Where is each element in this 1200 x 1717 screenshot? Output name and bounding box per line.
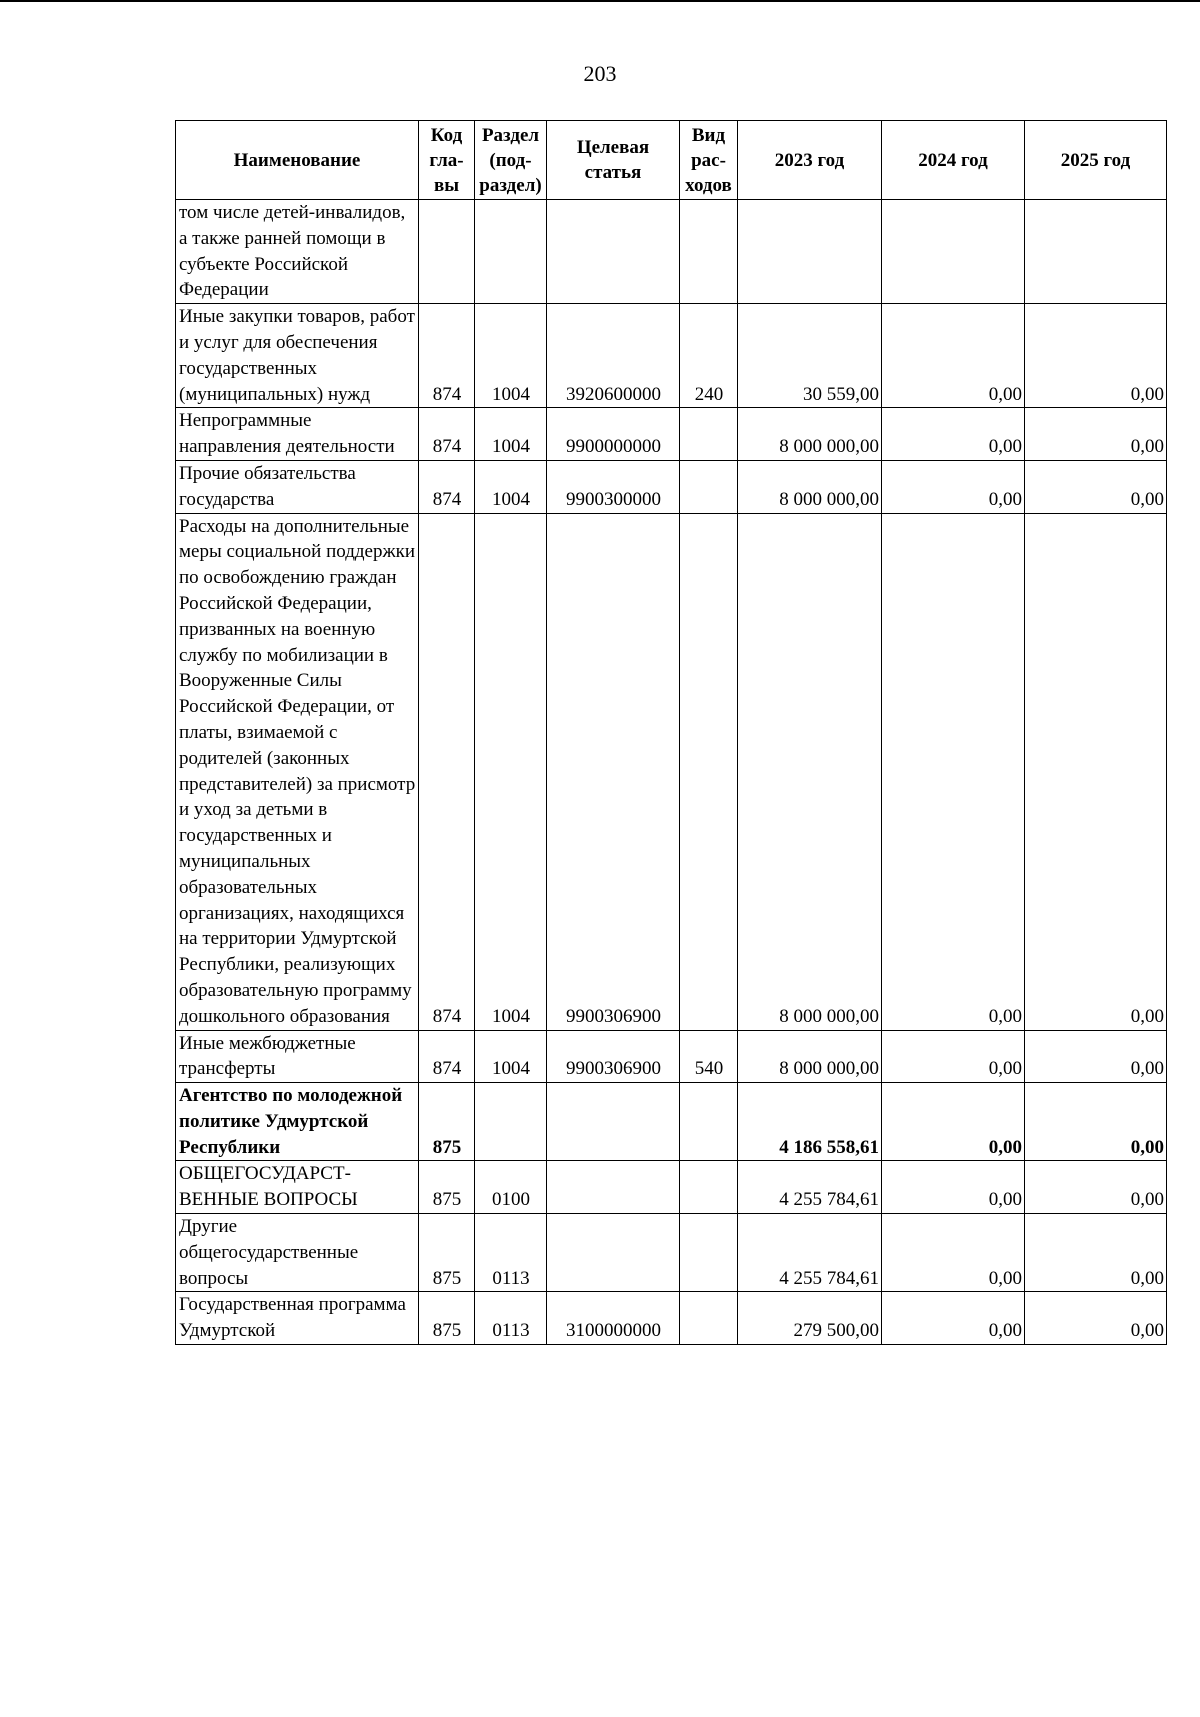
row-chapter: 874: [419, 304, 475, 408]
row-section: 1004: [475, 513, 547, 1030]
row-chapter: 875: [419, 1083, 475, 1161]
row-2023: 4 186 558,61: [738, 1083, 882, 1161]
table-row: [176, 460, 1167, 513]
row-2024: 0,00: [882, 513, 1025, 1030]
column-header-name: Наименование: [176, 121, 419, 200]
table-header-row: [176, 121, 1167, 200]
row-2025: 0,00: [1025, 513, 1167, 1030]
row-chapter: 875: [419, 1214, 475, 1292]
column-header-expense-type: Вид рас-ходов: [680, 121, 738, 200]
row-section: 1004: [475, 1030, 547, 1083]
table-row: [176, 1214, 1167, 1292]
row-expense-type: [680, 460, 738, 513]
row-2025: 0,00: [1025, 304, 1167, 408]
row-2024: 0,00: [882, 304, 1025, 408]
row-chapter: 874: [419, 460, 475, 513]
row-2023: 8 000 000,00: [738, 408, 882, 461]
table-row: [176, 513, 1167, 1030]
row-section: 1004: [475, 304, 547, 408]
row-section: [475, 200, 547, 304]
row-2023: 4 255 784,61: [738, 1214, 882, 1292]
page-number: 203: [583, 61, 617, 86]
row-2025: 0,00: [1025, 460, 1167, 513]
row-2023: 4 255 784,61: [738, 1161, 882, 1214]
row-2023: 8 000 000,00: [738, 1030, 882, 1083]
table-row: [176, 1292, 1167, 1345]
row-target: 9900300000: [547, 460, 680, 513]
table-row: [176, 200, 1167, 304]
column-header-section: Раздел (под-раздел): [475, 121, 547, 200]
row-chapter: 874: [419, 1030, 475, 1083]
row-section: 1004: [475, 460, 547, 513]
row-2025: [1025, 200, 1167, 304]
budget-table: [175, 120, 1167, 1345]
row-section: 1004: [475, 408, 547, 461]
row-section: [475, 1083, 547, 1161]
row-2024: [882, 200, 1025, 304]
row-target: [547, 1161, 680, 1214]
row-expense-type: [680, 1083, 738, 1161]
row-name: Прочие обязательства государства: [176, 460, 419, 513]
row-section: 0113: [475, 1214, 547, 1292]
row-expense-type: [680, 1161, 738, 1214]
row-2024: 0,00: [882, 1030, 1025, 1083]
row-name: Непрограммные направления деятельности: [176, 408, 419, 461]
row-expense-type: [680, 513, 738, 1030]
row-2023: 8 000 000,00: [738, 460, 882, 513]
row-2023: 8 000 000,00: [738, 513, 882, 1030]
table-row: [176, 304, 1167, 408]
row-section: 0100: [475, 1161, 547, 1214]
row-2024: 0,00: [882, 1161, 1025, 1214]
row-target: 9900000000: [547, 408, 680, 461]
table-row: [176, 408, 1167, 461]
column-header-target: Целевая статья: [547, 121, 680, 200]
column-header-2023: 2023 год: [738, 121, 882, 200]
row-target: [547, 1214, 680, 1292]
row-2024: 0,00: [882, 1083, 1025, 1161]
row-expense-type: [680, 1214, 738, 1292]
row-expense-type: [680, 408, 738, 461]
table-row: [176, 1083, 1167, 1161]
table-row: [176, 1030, 1167, 1083]
row-name: Другие общегосударственные вопросы: [176, 1214, 419, 1292]
row-name: Агентство по молодежной политике Удмуртской Республики: [176, 1083, 419, 1161]
row-target: 3920600000: [547, 304, 680, 408]
row-expense-type: [680, 200, 738, 304]
row-2025: 0,00: [1025, 1292, 1167, 1345]
row-2025: 0,00: [1025, 1161, 1167, 1214]
row-target: 9900306900: [547, 1030, 680, 1083]
row-2025: 0,00: [1025, 1030, 1167, 1083]
row-2024: 0,00: [882, 1214, 1025, 1292]
row-target: 3100000000: [547, 1292, 680, 1345]
row-2023: 30 559,00: [738, 304, 882, 408]
row-name: Иные межбюджетные трансферты: [176, 1030, 419, 1083]
row-2025: 0,00: [1025, 1214, 1167, 1292]
row-target: 9900306900: [547, 513, 680, 1030]
row-chapter: 874: [419, 408, 475, 461]
scan-edge-line: [0, 0, 1200, 2]
row-2024: 0,00: [882, 460, 1025, 513]
row-name: Государственная программа Удмуртской: [176, 1292, 419, 1345]
row-2023: 279 500,00: [738, 1292, 882, 1345]
row-target: [547, 1083, 680, 1161]
row-chapter: 874: [419, 513, 475, 1030]
row-2025: 0,00: [1025, 408, 1167, 461]
row-chapter: 875: [419, 1292, 475, 1345]
row-target: [547, 200, 680, 304]
row-expense-type: [680, 1292, 738, 1345]
row-name: том числе детей-инвалидов, а также ранней помощи в субъекте Российской Федерации: [176, 200, 419, 304]
row-expense-type: 240: [680, 304, 738, 408]
row-2024: 0,00: [882, 408, 1025, 461]
row-name: Иные закупки товаров, работ и услуг для обеспечения государственных (муниципальных) нужд: [176, 304, 419, 408]
column-header-chapter: Код гла-вы: [419, 121, 475, 200]
table-row: [176, 1161, 1167, 1214]
row-chapter: [419, 200, 475, 304]
row-2025: 0,00: [1025, 1083, 1167, 1161]
row-chapter: 875: [419, 1161, 475, 1214]
row-expense-type: 540: [680, 1030, 738, 1083]
row-name: Расходы на дополнительные меры социальной поддержки по освобождению граждан Российской Федерации, призванных на военную службу по мобилизации в Вооруженные Силы Российской Федерации, от платы, взимаемой с родителей (законных представителей) за присмотр и уход за детьми в государственных и муниципальных образовательных организациях, находящихся на территории Удмуртской Республики, реализующих образовательную программу дошкольного образования: [176, 513, 419, 1030]
row-section: 0113: [475, 1292, 547, 1345]
row-name: ОБЩЕГОСУДАРСТ-ВЕННЫЕ ВОПРОСЫ: [176, 1161, 419, 1214]
row-2023: [738, 200, 882, 304]
column-header-2024: 2024 год: [882, 121, 1025, 200]
row-2024: 0,00: [882, 1292, 1025, 1345]
column-header-2025: 2025 год: [1025, 121, 1167, 200]
